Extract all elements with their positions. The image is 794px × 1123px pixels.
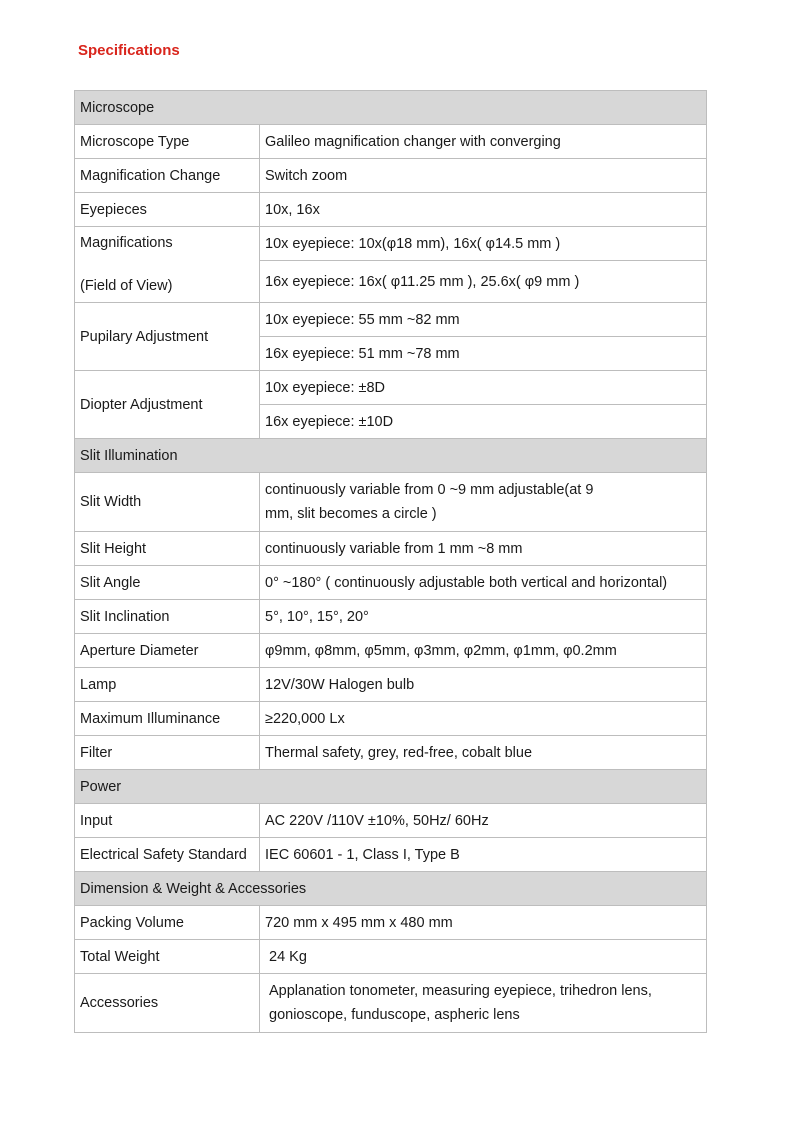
row-label: Eyepieces xyxy=(75,193,260,227)
section-title: Dimension & Weight & Accessories xyxy=(75,872,707,906)
section-header-dimension xyxy=(75,872,707,906)
row-value: Galileo magnification changer with converging xyxy=(260,125,707,159)
section-title: Slit Illumination xyxy=(75,439,707,473)
section-title: Microscope xyxy=(75,91,707,125)
label-line: (Field of View) xyxy=(80,278,173,294)
row-label: Slit Inclination xyxy=(75,600,260,634)
row-label: Microscope Type xyxy=(75,125,260,159)
row-value: 12V/30W Halogen bulb xyxy=(260,668,707,702)
row-value: AC 220V /110V ±10%, 50Hz/ 60Hz xyxy=(260,804,707,838)
row-value: 0° ~180° ( continuously adjustable both vertical and horizontal) xyxy=(260,566,707,600)
value-line: mm, slit becomes a circle ) xyxy=(265,506,437,522)
table-row xyxy=(75,473,707,532)
section-header-power xyxy=(75,770,707,804)
table-row xyxy=(75,193,707,227)
row-value: 16x eyepiece: 16x( φ11.25 mm ), 25.6x( φ9 mm ) xyxy=(260,261,707,303)
page-heading: Specifications xyxy=(78,42,180,59)
row-label: Aperture Diameter xyxy=(75,634,260,668)
row-label: Accessories xyxy=(75,974,260,1033)
table-row xyxy=(75,303,707,337)
value-line: gonioscope, funduscope, aspheric lens xyxy=(269,1007,520,1023)
label-line: Magnifications xyxy=(80,235,173,251)
row-value: Switch zoom xyxy=(260,159,707,193)
row-label: Pupilary Adjustment xyxy=(75,303,260,371)
table-row xyxy=(75,906,707,940)
row-label: Maximum Illuminance xyxy=(75,702,260,736)
row-value: 10x eyepiece: 10x(φ18 mm), 16x( φ14.5 mm ) xyxy=(260,227,707,261)
table-row xyxy=(75,532,707,566)
table-row xyxy=(75,974,707,1033)
row-label: Electrical Safety Standard xyxy=(75,838,260,872)
value-line: continuously variable from 0 ~9 mm adjustable(at 9 xyxy=(265,482,594,498)
row-label xyxy=(75,227,260,303)
section-header-microscope xyxy=(75,91,707,125)
table-row xyxy=(75,940,707,974)
table-row xyxy=(75,227,707,261)
table-row xyxy=(75,600,707,634)
row-label: Packing Volume xyxy=(75,906,260,940)
table-row xyxy=(75,634,707,668)
row-value: 10x, 16x xyxy=(260,193,707,227)
row-label: Magnification Change xyxy=(75,159,260,193)
row-label: Slit Width xyxy=(75,473,260,532)
row-value: 5°, 10°, 15°, 20° xyxy=(260,600,707,634)
row-label: Total Weight xyxy=(75,940,260,974)
row-value: Thermal safety, grey, red-free, cobalt blue xyxy=(260,736,707,770)
section-header-slit-illumination xyxy=(75,439,707,473)
row-value: 720 mm x 495 mm x 480 mm xyxy=(260,906,707,940)
row-label: Lamp xyxy=(75,668,260,702)
specifications-table xyxy=(74,90,707,1033)
row-value: 24 Kg xyxy=(260,940,707,974)
table-row xyxy=(75,566,707,600)
row-value: 16x eyepiece: 51 mm ~78 mm xyxy=(260,337,707,371)
table-row xyxy=(75,838,707,872)
table-row xyxy=(75,371,707,405)
row-label: Diopter Adjustment xyxy=(75,371,260,439)
row-value: 16x eyepiece: ±10D xyxy=(260,405,707,439)
row-value: 10x eyepiece: 55 mm ~82 mm xyxy=(260,303,707,337)
value-line: Applanation tonometer, measuring eyepiece, trihedron lens, xyxy=(269,983,652,999)
table-row xyxy=(75,668,707,702)
row-value xyxy=(260,473,707,532)
table-row xyxy=(75,702,707,736)
row-label: Slit Height xyxy=(75,532,260,566)
row-value: IEC 60601 - 1, Class I, Type B xyxy=(260,838,707,872)
row-label: Slit Angle xyxy=(75,566,260,600)
table-row xyxy=(75,125,707,159)
row-value: 10x eyepiece: ±8D xyxy=(260,371,707,405)
row-label: Input xyxy=(75,804,260,838)
row-value: ≥220,000 Lx xyxy=(260,702,707,736)
row-label: Filter xyxy=(75,736,260,770)
section-title: Power xyxy=(75,770,707,804)
row-value xyxy=(260,974,707,1033)
row-value: φ9mm, φ8mm, φ5mm, φ3mm, φ2mm, φ1mm, φ0.2mm xyxy=(260,634,707,668)
table-row xyxy=(75,159,707,193)
table-row xyxy=(75,804,707,838)
table-row xyxy=(75,736,707,770)
row-value: continuously variable from 1 mm ~8 mm xyxy=(260,532,707,566)
